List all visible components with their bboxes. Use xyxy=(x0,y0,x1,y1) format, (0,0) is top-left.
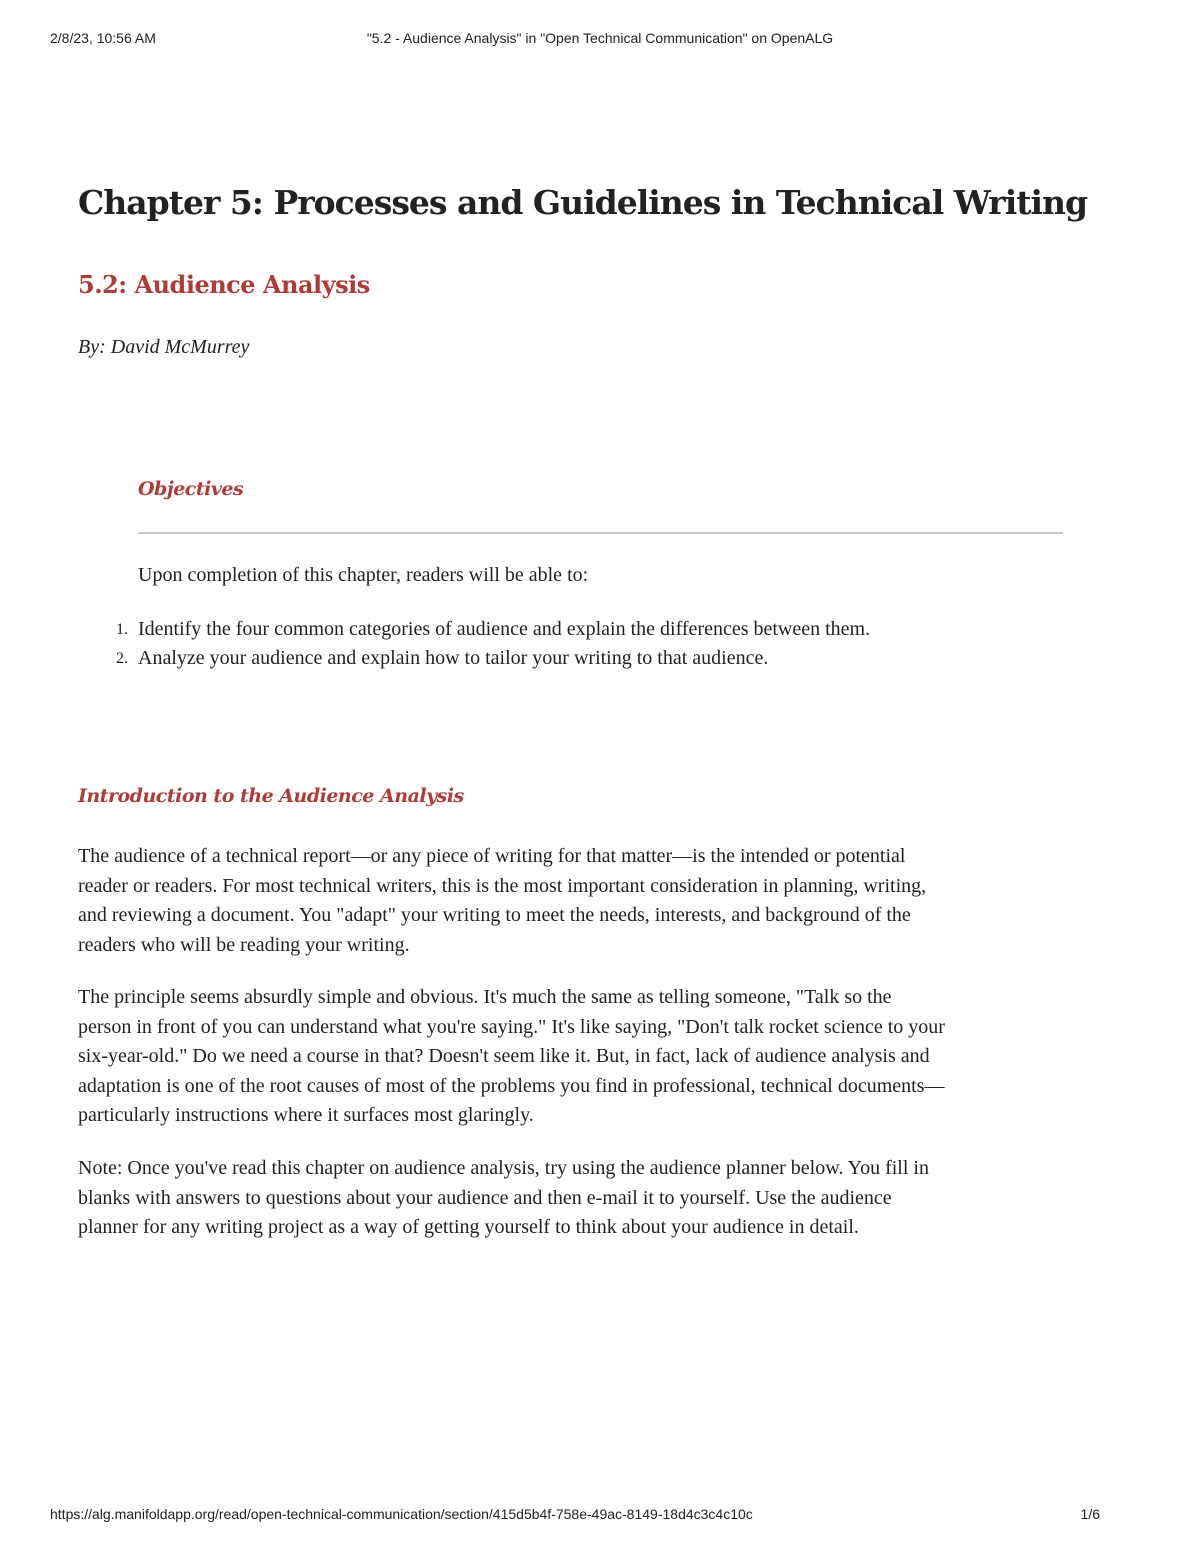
introduction-paragraph-1 xyxy=(78,842,1138,960)
paragraph-line: readers who will be reading your writing. xyxy=(78,933,410,956)
print-page-title: "5.2 - Audience Analysis" in "Open Technical Communication" on OpenALG xyxy=(366,30,834,46)
byline: By: David McMurrey xyxy=(78,336,250,358)
objectives-list xyxy=(78,615,870,673)
objectives-intro: Upon completion of this chapter, readers will be able to: xyxy=(138,564,589,586)
paragraph-line: Note: Once you've read this chapter on audience analysis, try using the audience planner below. You fill in xyxy=(78,1157,929,1179)
paragraph-line: reader or readers. For most technical writers, this is the most important consideration in planning, writing, xyxy=(78,874,927,897)
print-datetime: 2/8/23, 10:56 AM xyxy=(50,30,156,46)
chapter-title: Chapter 5: Processes and Guidelines in Technical Writing xyxy=(78,183,1088,222)
print-header xyxy=(50,30,1150,50)
objectives-divider xyxy=(138,532,1063,534)
paragraph-line: particularly instructions where it surfaces most glaringly. xyxy=(78,1104,534,1126)
paragraph-line: and reviewing a document. You "adapt" your writing to meet the needs, interests, and background of the xyxy=(78,904,911,926)
objectives-heading: Objectives xyxy=(138,478,244,500)
introduction-paragraph-3 xyxy=(78,1154,1138,1243)
paragraph-line: The principle seems absurdly simple and obvious. It's much the same as telling someone, "Talk so the xyxy=(78,986,892,1008)
introduction-heading: Introduction to the Audience Analysis xyxy=(78,785,464,807)
introduction-paragraph-2 xyxy=(78,983,1138,1131)
paragraph-line: planner for any writing project as a way of getting yourself to think about your audience in detail. xyxy=(78,1216,859,1238)
print-footer xyxy=(50,1506,1150,1526)
objectives-box xyxy=(138,478,1063,586)
print-url: https://alg.manifoldapp.org/read/open-technical-communication/section/415d5b4f-758e-49ac-8149-18d4c3c4c10c xyxy=(50,1506,753,1522)
paragraph-line: adaptation is one of the root causes of most of the problems you find in professional, technical documents— xyxy=(78,1074,945,1097)
objective-item: Analyze your audience and explain how to tailor your writing to that audience. xyxy=(138,647,769,669)
paragraph-line: The audience of a technical report—or any piece of writing for that matter—is the intended or potential xyxy=(78,845,906,867)
page-number: 1/6 xyxy=(1080,1506,1100,1522)
paragraph-line: blanks with answers to questions about your audience and then e-mail it to yourself. Use the audience xyxy=(78,1186,892,1209)
paragraph-line: person in front of you can understand what you're saying." It's like saying, "Don't talk rocket science to your xyxy=(78,1015,945,1038)
paragraph-line: six-year-old." Do we need a course in that? Doesn't seem like it. But, in fact, lack of audience analysis and xyxy=(78,1045,930,1067)
section-title: 5.2: Audience Analysis xyxy=(78,270,370,299)
objective-item: Identify the four common categories of audience and explain the differences between them. xyxy=(138,618,871,640)
